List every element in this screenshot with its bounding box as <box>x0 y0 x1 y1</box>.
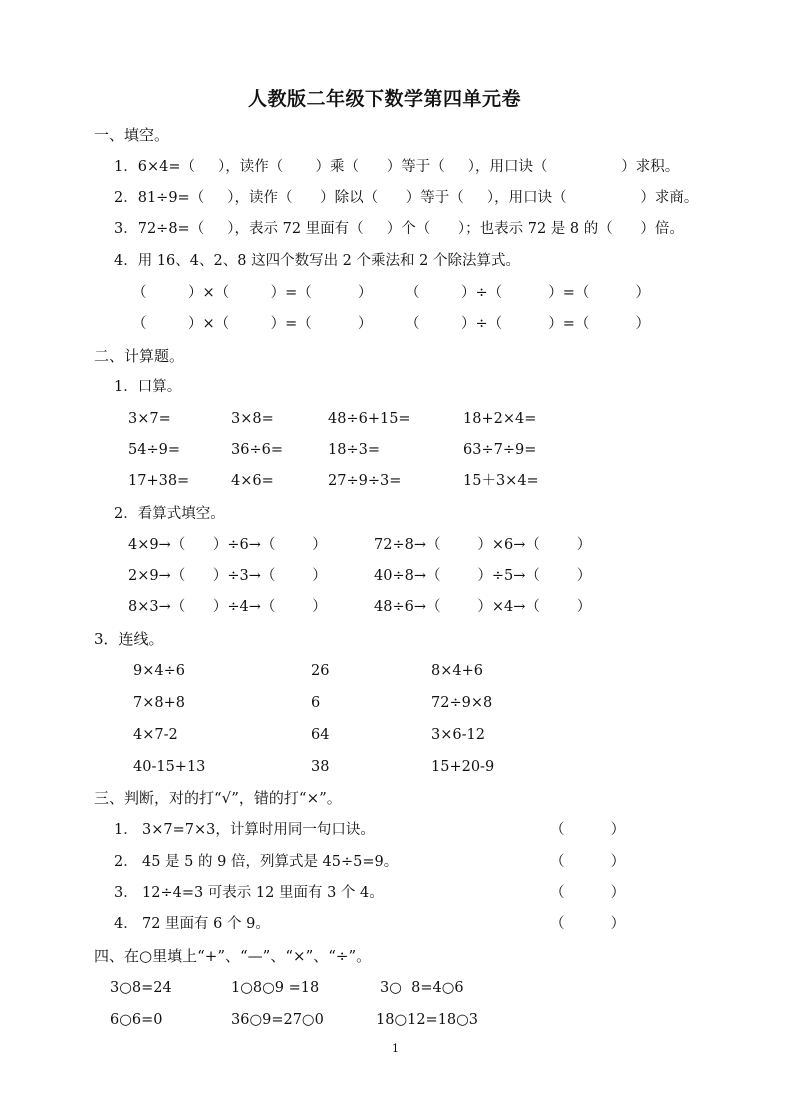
match-mid-item: 38 <box>311 759 330 775</box>
judge-answer-paren: （ ） <box>550 916 626 932</box>
oral-item: 54÷9= <box>128 442 180 458</box>
judge-number: 4． <box>114 916 138 932</box>
match-right-item: 15+20-9 <box>431 759 495 775</box>
oral-item: 63÷7÷9= <box>463 442 537 458</box>
judge-answer-paren: （ ） <box>550 885 626 901</box>
judge-answer-paren: （ ） <box>550 822 626 838</box>
chain-item: 48÷6→（ ）×4→（ ） <box>374 599 592 615</box>
multiplication-blank: （ ）×（ ）=（ ） <box>132 285 373 301</box>
match-right-item: 8×4+6 <box>431 663 483 679</box>
judge-statement: 45 是 5 的 9 倍，列算式是 45÷5=9。 <box>142 854 399 870</box>
chain-item: 4×9→（ ）÷6→（ ） <box>128 537 327 553</box>
page-number: 1 <box>392 1042 399 1055</box>
judge-number: 3． <box>114 885 138 901</box>
fill-question-1: 1．6×4=（ ），读作（ ）乘（ ）等于（ ），用口诀（ ）求积。 <box>114 159 680 175</box>
match-mid-item: 26 <box>311 663 330 679</box>
match-mid-item: 64 <box>311 727 330 743</box>
judge-number: 1． <box>114 822 138 838</box>
judge-statement: 3×7=7×3，计算时用同一句口诀。 <box>142 822 375 838</box>
operator-item: 18○12=18○3 <box>376 1012 479 1028</box>
chain-item: 72÷8→（ ）×6→（ ） <box>374 537 592 553</box>
division-blank: （ ）÷（ ）=（ ） <box>405 316 650 332</box>
match-left-item: 40-15+13 <box>133 759 206 775</box>
oral-item: 3×7= <box>128 411 171 427</box>
oral-item: 17+38= <box>128 473 190 489</box>
chain-item: 8×3→（ ）÷4→（ ） <box>128 599 327 615</box>
oral-item: 36÷6= <box>231 442 283 458</box>
judge-heading: 三、判断，对的打“√”，错的打“×”。 <box>94 789 342 807</box>
page-title: 人教版二年级下数学第四单元卷 <box>248 88 522 110</box>
fill-question-3: 3．72÷8=（ ），表示 72 里面有（ ）个（ ）；也表示 72 是 8 的（ ）倍。 <box>114 221 684 237</box>
fill-question-4: 4．用 16、4、2、8 这四个数写出 2 个乘法和 2 个除法算式。 <box>114 253 520 269</box>
oral-item: 48÷6+15= <box>328 411 411 427</box>
operator-item: 1○8○9 =18 <box>231 980 320 996</box>
match-left-item: 4×7-2 <box>133 727 178 743</box>
operator-item: 36○9=27○0 <box>231 1012 324 1028</box>
chain-item: 40÷8→（ ）÷5→（ ） <box>374 568 592 584</box>
section-2-heading: 二、计算题。 <box>94 347 185 365</box>
matching-heading: 3．连线。 <box>94 630 164 648</box>
match-right-item: 72÷9×8 <box>431 695 493 711</box>
judge-answer-paren: （ ） <box>550 854 626 870</box>
division-blank: （ ）÷（ ）=（ ） <box>405 285 650 301</box>
oral-item: 18÷3= <box>328 442 380 458</box>
multiplication-blank: （ ）×（ ）=（ ） <box>132 316 373 332</box>
oral-item: 3×8= <box>231 411 274 427</box>
judge-number: 2． <box>114 854 138 870</box>
operator-heading: 四、在○里填上“+”、“—”、“×”、“÷”。 <box>94 947 372 965</box>
match-mid-item: 6 <box>311 695 321 711</box>
match-left-item: 9×4÷6 <box>133 663 185 679</box>
match-right-item: 3×6-12 <box>431 727 485 743</box>
operator-item: 6○6=0 <box>110 1012 163 1028</box>
oral-item: 27÷9÷3= <box>328 473 402 489</box>
oral-calc-label: 1．口算。 <box>114 379 182 395</box>
fill-question-2: 2．81÷9=（ ），读作（ ）除以（ ）等于（ ），用口诀（ ）求商。 <box>114 190 699 206</box>
chain-fill-label: 2．看算式填空。 <box>114 506 225 522</box>
chain-item: 2×9→（ ）÷3→（ ） <box>128 568 327 584</box>
oral-item: 15＋3×4= <box>463 473 539 489</box>
match-left-item: 7×8+8 <box>133 695 185 711</box>
oral-item: 4×6= <box>231 473 274 489</box>
oral-item: 18+2×4= <box>463 411 537 427</box>
judge-statement: 12÷4=3 可表示 12 里面有 3 个 4。 <box>142 885 384 901</box>
operator-item: 3○8=24 <box>110 980 172 996</box>
operator-item: 3○ 8=4○6 <box>380 980 464 996</box>
section-1-heading: 一、填空。 <box>94 126 170 144</box>
judge-statement: 72 里面有 6 个 9。 <box>142 916 270 932</box>
